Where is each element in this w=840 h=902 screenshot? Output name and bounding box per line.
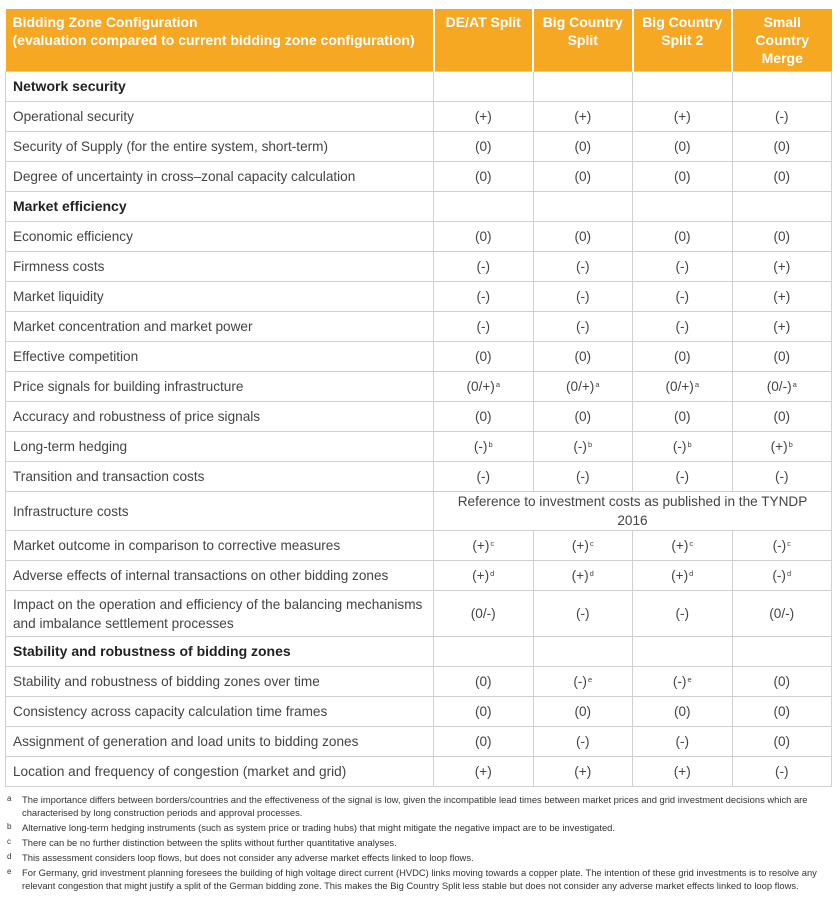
- rating-value: (0): [773, 229, 791, 244]
- rating-cell: [633, 462, 733, 492]
- rating-cell: [633, 432, 733, 462]
- table-row: [6, 252, 832, 282]
- rating-value: (-): [672, 439, 687, 454]
- rating-cell: [633, 282, 733, 312]
- label-text: Security of Supply (for the entire system, short-term): [13, 139, 329, 154]
- footnote-ref: a: [495, 380, 500, 389]
- rating-cell: [533, 531, 633, 561]
- empty-cell: [533, 72, 633, 102]
- criterion-label: [6, 372, 434, 402]
- rating-cell: [434, 402, 534, 432]
- rating-cell: [633, 561, 733, 591]
- rating-cell: [533, 757, 633, 787]
- footnote-mark: d: [7, 852, 12, 861]
- rating-cell: [434, 372, 534, 402]
- rating-value: (-): [774, 109, 789, 124]
- label-text: Market efficiency: [13, 198, 127, 214]
- table-row: [6, 372, 832, 402]
- rating-value: (0): [673, 409, 691, 424]
- rating-cell: [732, 757, 832, 787]
- rating-cell: [434, 162, 534, 192]
- footnote-ref: c: [787, 539, 791, 548]
- rating-value: (0): [773, 139, 791, 154]
- rating-value: (-): [774, 764, 789, 779]
- rating-value: (+): [773, 319, 791, 334]
- criterion-label: [6, 667, 434, 697]
- header-col-line1: Small Country: [755, 14, 810, 48]
- rating-value: (-): [575, 289, 590, 304]
- rating-cell: [732, 342, 832, 372]
- criterion-label: [6, 312, 434, 342]
- rating-cell: [533, 667, 633, 697]
- rating-value: (0): [574, 704, 592, 719]
- rating-cell: [732, 132, 832, 162]
- rating-cell: [633, 372, 733, 402]
- rating-value: (-): [573, 674, 587, 689]
- rating-value: (0): [574, 169, 592, 184]
- rating-cell: [434, 432, 534, 462]
- footnote-ref: d: [689, 569, 694, 578]
- rating-value: (0): [773, 169, 791, 184]
- criterion-label: [6, 252, 434, 282]
- rating-value: (-): [575, 469, 590, 484]
- label-text: Firmness costs: [13, 259, 105, 274]
- rating-cell: [633, 402, 733, 432]
- header-col-small-country-merge: [732, 9, 832, 72]
- rating-cell: [533, 252, 633, 282]
- rating-cell: [434, 132, 534, 162]
- rating-cell: [633, 162, 733, 192]
- label-text-line2: and imbalance settlement processes: [13, 615, 234, 631]
- footnote-text: This assessment considers loop flows, but does not consider any adverse market effects linked to loop flows.: [22, 852, 474, 863]
- table-row: [6, 222, 832, 252]
- rating-cell: [533, 132, 633, 162]
- rating-cell: [434, 282, 534, 312]
- header-col-line2: Split: [567, 32, 598, 48]
- footnote: [7, 851, 825, 864]
- rating-cell: [732, 667, 832, 697]
- rating-value: (-): [476, 469, 491, 484]
- rating-cell: [533, 727, 633, 757]
- footnote-ref: d: [490, 569, 495, 578]
- rating-cell: [732, 252, 832, 282]
- label-text: Stability and robustness of bidding zones: [13, 643, 291, 659]
- rating-cell: [533, 102, 633, 132]
- rating-value: (+): [472, 538, 490, 553]
- header-col-line1: Big Country: [542, 14, 623, 30]
- table-row: [6, 561, 832, 591]
- rating-value: (0): [474, 349, 492, 364]
- rating-value: (+): [770, 439, 788, 454]
- evaluation-table: [5, 9, 832, 787]
- rating-cell: [434, 462, 534, 492]
- rating-cell: [533, 462, 633, 492]
- section-label: [6, 72, 434, 102]
- rating-cell: [732, 561, 832, 591]
- rating-cell: [732, 531, 832, 561]
- rating-value: (-): [772, 538, 787, 553]
- table-row: [6, 282, 832, 312]
- criterion-label: [6, 342, 434, 372]
- rating-cell: [533, 402, 633, 432]
- rating-cell: [732, 102, 832, 132]
- footnote-ref: c: [490, 539, 495, 548]
- rating-value: (+): [472, 568, 490, 583]
- rating-value: (0): [474, 734, 492, 749]
- rating-cell: [633, 757, 733, 787]
- rating-cell: [732, 372, 832, 402]
- label-text: Stability and robustness of bidding zones over time: [13, 674, 320, 689]
- rating-cell: [633, 531, 733, 561]
- header-config-title: Bidding Zone Configuration: [12, 14, 198, 30]
- rating-cell: [434, 561, 534, 591]
- section-row: [6, 192, 832, 222]
- empty-cell: [732, 637, 832, 667]
- rating-value: (+): [574, 764, 592, 779]
- criterion-label: [6, 697, 434, 727]
- rating-value: (0): [773, 704, 791, 719]
- rating-value: (-): [675, 606, 690, 621]
- rating-cell: [434, 222, 534, 252]
- header-row: [6, 9, 832, 72]
- rating-value: (+): [773, 259, 791, 274]
- rating-value: (0): [474, 409, 492, 424]
- empty-cell: [434, 637, 534, 667]
- footnote-ref: c: [689, 539, 694, 548]
- table-row: [6, 667, 832, 697]
- rating-cell: [732, 697, 832, 727]
- label-text: Location and frequency of congestion (market and grid): [13, 764, 347, 779]
- empty-cell: [633, 72, 733, 102]
- rating-cell: [732, 282, 832, 312]
- rating-value: (-): [675, 469, 690, 484]
- criterion-label: [6, 102, 434, 132]
- header-config-subtitle: (evaluation compared to current bidding zone configuration): [12, 32, 415, 48]
- rating-value: (0): [673, 349, 691, 364]
- rating-cell: [434, 531, 534, 561]
- rating-value: (-): [672, 674, 687, 689]
- spanning-note-cell: Reference to investment costs as published in the TYNDP 2016: [434, 492, 832, 531]
- label-text: Effective competition: [13, 349, 139, 364]
- rating-value: (-): [675, 259, 690, 274]
- footnote-ref: b: [788, 440, 793, 449]
- rating-value: (0): [474, 229, 492, 244]
- footnote-text: There can be no further distinction between the splits without further quantitative analyses.: [22, 837, 397, 848]
- footnote: [7, 821, 825, 834]
- section-row: [6, 637, 832, 667]
- rating-value: (-): [476, 289, 491, 304]
- criterion-label: [6, 462, 434, 492]
- footnote-ref: b: [488, 440, 493, 449]
- rating-value: (0/+): [665, 379, 694, 394]
- rating-value: (-): [774, 469, 789, 484]
- rating-value: (0): [574, 409, 592, 424]
- rating-cell: [434, 102, 534, 132]
- table-row: [6, 312, 832, 342]
- rating-cell: [633, 591, 733, 637]
- section-row: [6, 72, 832, 102]
- empty-cell: [732, 72, 832, 102]
- table-row: [6, 432, 832, 462]
- table-row: [6, 402, 832, 432]
- footnote-ref: e: [687, 675, 692, 684]
- table-row: [6, 757, 832, 787]
- header-col-big-country-split: [533, 9, 633, 72]
- rating-value: (+): [474, 109, 492, 124]
- label-text: Infrastructure costs: [13, 503, 129, 519]
- rating-cell: [434, 342, 534, 372]
- rating-cell: [533, 222, 633, 252]
- label-text: Accuracy and robustness of price signals: [13, 409, 261, 424]
- rating-value: (-): [476, 259, 491, 274]
- rating-value: (+): [574, 109, 592, 124]
- rating-cell: [434, 252, 534, 282]
- header-col-de-at-split: [434, 9, 534, 72]
- footnotes: [7, 793, 825, 894]
- rating-cell: [434, 667, 534, 697]
- footnote-mark: c: [7, 837, 11, 846]
- header-col-line2: Split 2: [661, 32, 704, 48]
- rating-value: (0): [474, 139, 492, 154]
- label-text: Consistency across capacity calculation time frames: [13, 704, 328, 719]
- table-row: [6, 342, 832, 372]
- footnote: [7, 793, 825, 819]
- footnote-ref: a: [595, 380, 600, 389]
- rating-cell: [533, 312, 633, 342]
- rating-value: (0/-): [769, 606, 795, 621]
- criterion-label: [6, 531, 434, 561]
- rating-cell: [732, 462, 832, 492]
- table-row: [6, 462, 832, 492]
- rating-value: (-): [575, 734, 590, 749]
- header-col-line2: Merge: [761, 50, 803, 66]
- rating-cell: [533, 162, 633, 192]
- label-text: Price signals for building infrastructure: [13, 379, 244, 394]
- rating-value: (-): [575, 606, 590, 621]
- criterion-label: [6, 222, 434, 252]
- criterion-label: [6, 402, 434, 432]
- table-row: [6, 492, 832, 531]
- label-text: Degree of uncertainty in cross–zonal capacity calculation: [13, 169, 356, 184]
- rating-value: (+): [773, 289, 791, 304]
- rating-value: (0): [773, 349, 791, 364]
- rating-value: (0): [474, 674, 492, 689]
- table-row: [6, 132, 832, 162]
- rating-cell: [633, 222, 733, 252]
- empty-cell: [732, 192, 832, 222]
- rating-value: (0/-): [470, 606, 496, 621]
- rating-value: (0/-): [766, 379, 792, 394]
- footnote-ref: c: [589, 539, 594, 548]
- footnote-mark: e: [7, 867, 12, 876]
- rating-value: (0): [673, 139, 691, 154]
- rating-cell: [633, 342, 733, 372]
- rating-value: (0): [673, 229, 691, 244]
- table-row: [6, 531, 832, 561]
- rating-value: (+): [673, 109, 691, 124]
- rating-value: (-): [575, 319, 590, 334]
- rating-value: (-): [675, 289, 690, 304]
- rating-value: (0): [574, 229, 592, 244]
- empty-cell: [633, 637, 733, 667]
- label-text: Network security: [13, 78, 126, 94]
- footnote-ref: d: [786, 569, 792, 578]
- label-text: Operational security: [13, 109, 134, 124]
- label-text: Transition and transaction costs: [13, 469, 205, 484]
- footnote: [7, 836, 825, 849]
- rating-value: (0): [673, 704, 691, 719]
- criterion-label: [6, 282, 434, 312]
- rating-cell: [533, 561, 633, 591]
- rating-value: (0): [773, 674, 791, 689]
- rating-cell: [732, 162, 832, 192]
- criterion-label: [6, 591, 434, 637]
- rating-cell: [732, 312, 832, 342]
- rating-value: (-): [473, 439, 488, 454]
- rating-value: (+): [571, 538, 589, 553]
- section-label: [6, 192, 434, 222]
- footnote-ref: b: [687, 440, 692, 449]
- rating-cell: [533, 342, 633, 372]
- rating-cell: [732, 402, 832, 432]
- empty-cell: [434, 192, 534, 222]
- criterion-label: [6, 757, 434, 787]
- rating-cell: [732, 727, 832, 757]
- rating-value: (0): [773, 409, 791, 424]
- empty-cell: [533, 192, 633, 222]
- rating-value: (0): [474, 704, 492, 719]
- rating-cell: [633, 667, 733, 697]
- criterion-label: [6, 492, 434, 531]
- rating-cell: [732, 222, 832, 252]
- rating-cell: [434, 697, 534, 727]
- table-body: [6, 72, 832, 787]
- rating-value: (+): [671, 568, 689, 583]
- criterion-label: [6, 132, 434, 162]
- rating-cell: [533, 697, 633, 727]
- rating-value: (+): [671, 538, 689, 553]
- criterion-label: [6, 432, 434, 462]
- rating-value: (0): [474, 169, 492, 184]
- rating-value: (-): [575, 259, 590, 274]
- rating-value: (-): [476, 319, 491, 334]
- rating-value: (0): [574, 139, 592, 154]
- rating-cell: [732, 591, 832, 637]
- table-row: [6, 591, 832, 637]
- label-text: Economic efficiency: [13, 229, 133, 244]
- rating-value: (0/+): [565, 379, 595, 394]
- header-col-line1: DE/AT Split: [445, 14, 521, 30]
- footnote-ref: d: [589, 569, 594, 578]
- label-text: Long-term hedging: [13, 439, 128, 454]
- footnote: [7, 866, 825, 892]
- footnote-text: The importance differs between borders/countries and the effectiveness of the signal is low, given the incompatible lead times between market prices and grid investment decisions which are characterised by long construction periods and approval processes.: [22, 794, 808, 818]
- label-text: Assignment of generation and load units to bidding zones: [13, 734, 359, 749]
- label-text: Adverse effects of internal transactions on other bidding zones: [13, 568, 389, 583]
- rating-value: (0): [773, 734, 791, 749]
- table-row: [6, 727, 832, 757]
- rating-value: (+): [673, 764, 691, 779]
- rating-cell: [434, 312, 534, 342]
- rating-cell: [633, 697, 733, 727]
- table-row: [6, 102, 832, 132]
- label-text: Market liquidity: [13, 289, 104, 304]
- rating-value: (+): [474, 764, 492, 779]
- rating-cell: [434, 591, 534, 637]
- rating-cell: [434, 757, 534, 787]
- empty-cell: [533, 637, 633, 667]
- rating-value: (0): [673, 169, 691, 184]
- footnote-ref: b: [587, 440, 593, 449]
- rating-cell: [732, 432, 832, 462]
- rating-cell: [633, 727, 733, 757]
- rating-value: (-): [573, 439, 587, 454]
- rating-cell: [533, 372, 633, 402]
- label-text: Market outcome in comparison to corrective measures: [13, 538, 341, 553]
- criterion-label: [6, 727, 434, 757]
- rating-value: (0/+): [466, 379, 495, 394]
- criterion-label: [6, 561, 434, 591]
- rating-cell: [633, 102, 733, 132]
- empty-cell: [434, 72, 534, 102]
- footnote-mark: a: [7, 794, 12, 803]
- section-label: [6, 637, 434, 667]
- footnote-text: For Germany, grid investment planning foresees the building of high voltage direct current (HVDC) links moving towards a copper plate. The intention of these grid investments is to resolve any relevant congestion that might justify a split of the German bidding zone. This makes the Big Country Split less stable but does not consider any adverse market effects linked to loop flows.: [22, 867, 817, 891]
- empty-cell: [633, 192, 733, 222]
- rating-cell: [533, 591, 633, 637]
- rating-cell: [633, 312, 733, 342]
- footnote-ref: e: [587, 675, 593, 684]
- rating-value: (+): [571, 568, 589, 583]
- table-row: [6, 697, 832, 727]
- label-text: Market concentration and market power: [13, 319, 253, 334]
- footnote-text: Alternative long-term hedging instruments (such as system price or trading hubs) that might mitigate the negative impact are to be investigated.: [22, 822, 616, 833]
- rating-cell: [533, 432, 633, 462]
- rating-value: (-): [772, 568, 786, 583]
- rating-cell: [633, 252, 733, 282]
- rating-cell: [633, 132, 733, 162]
- footnote-mark: b: [7, 822, 12, 831]
- header-col-big-country-split-2: [633, 9, 733, 72]
- criterion-label: [6, 162, 434, 192]
- label-text: Impact on the operation and efficiency of the balancing mechanisms: [13, 596, 423, 612]
- footnote-ref: a: [792, 380, 797, 389]
- rating-cell: [434, 727, 534, 757]
- rating-value: (-): [675, 319, 690, 334]
- rating-value: (-): [675, 734, 690, 749]
- header-col-line1: Big Country: [642, 14, 723, 30]
- header-config: [6, 9, 434, 72]
- rating-cell: [533, 282, 633, 312]
- rating-value: (0): [574, 349, 592, 364]
- table-row: [6, 162, 832, 192]
- footnote-ref: a: [694, 380, 699, 389]
